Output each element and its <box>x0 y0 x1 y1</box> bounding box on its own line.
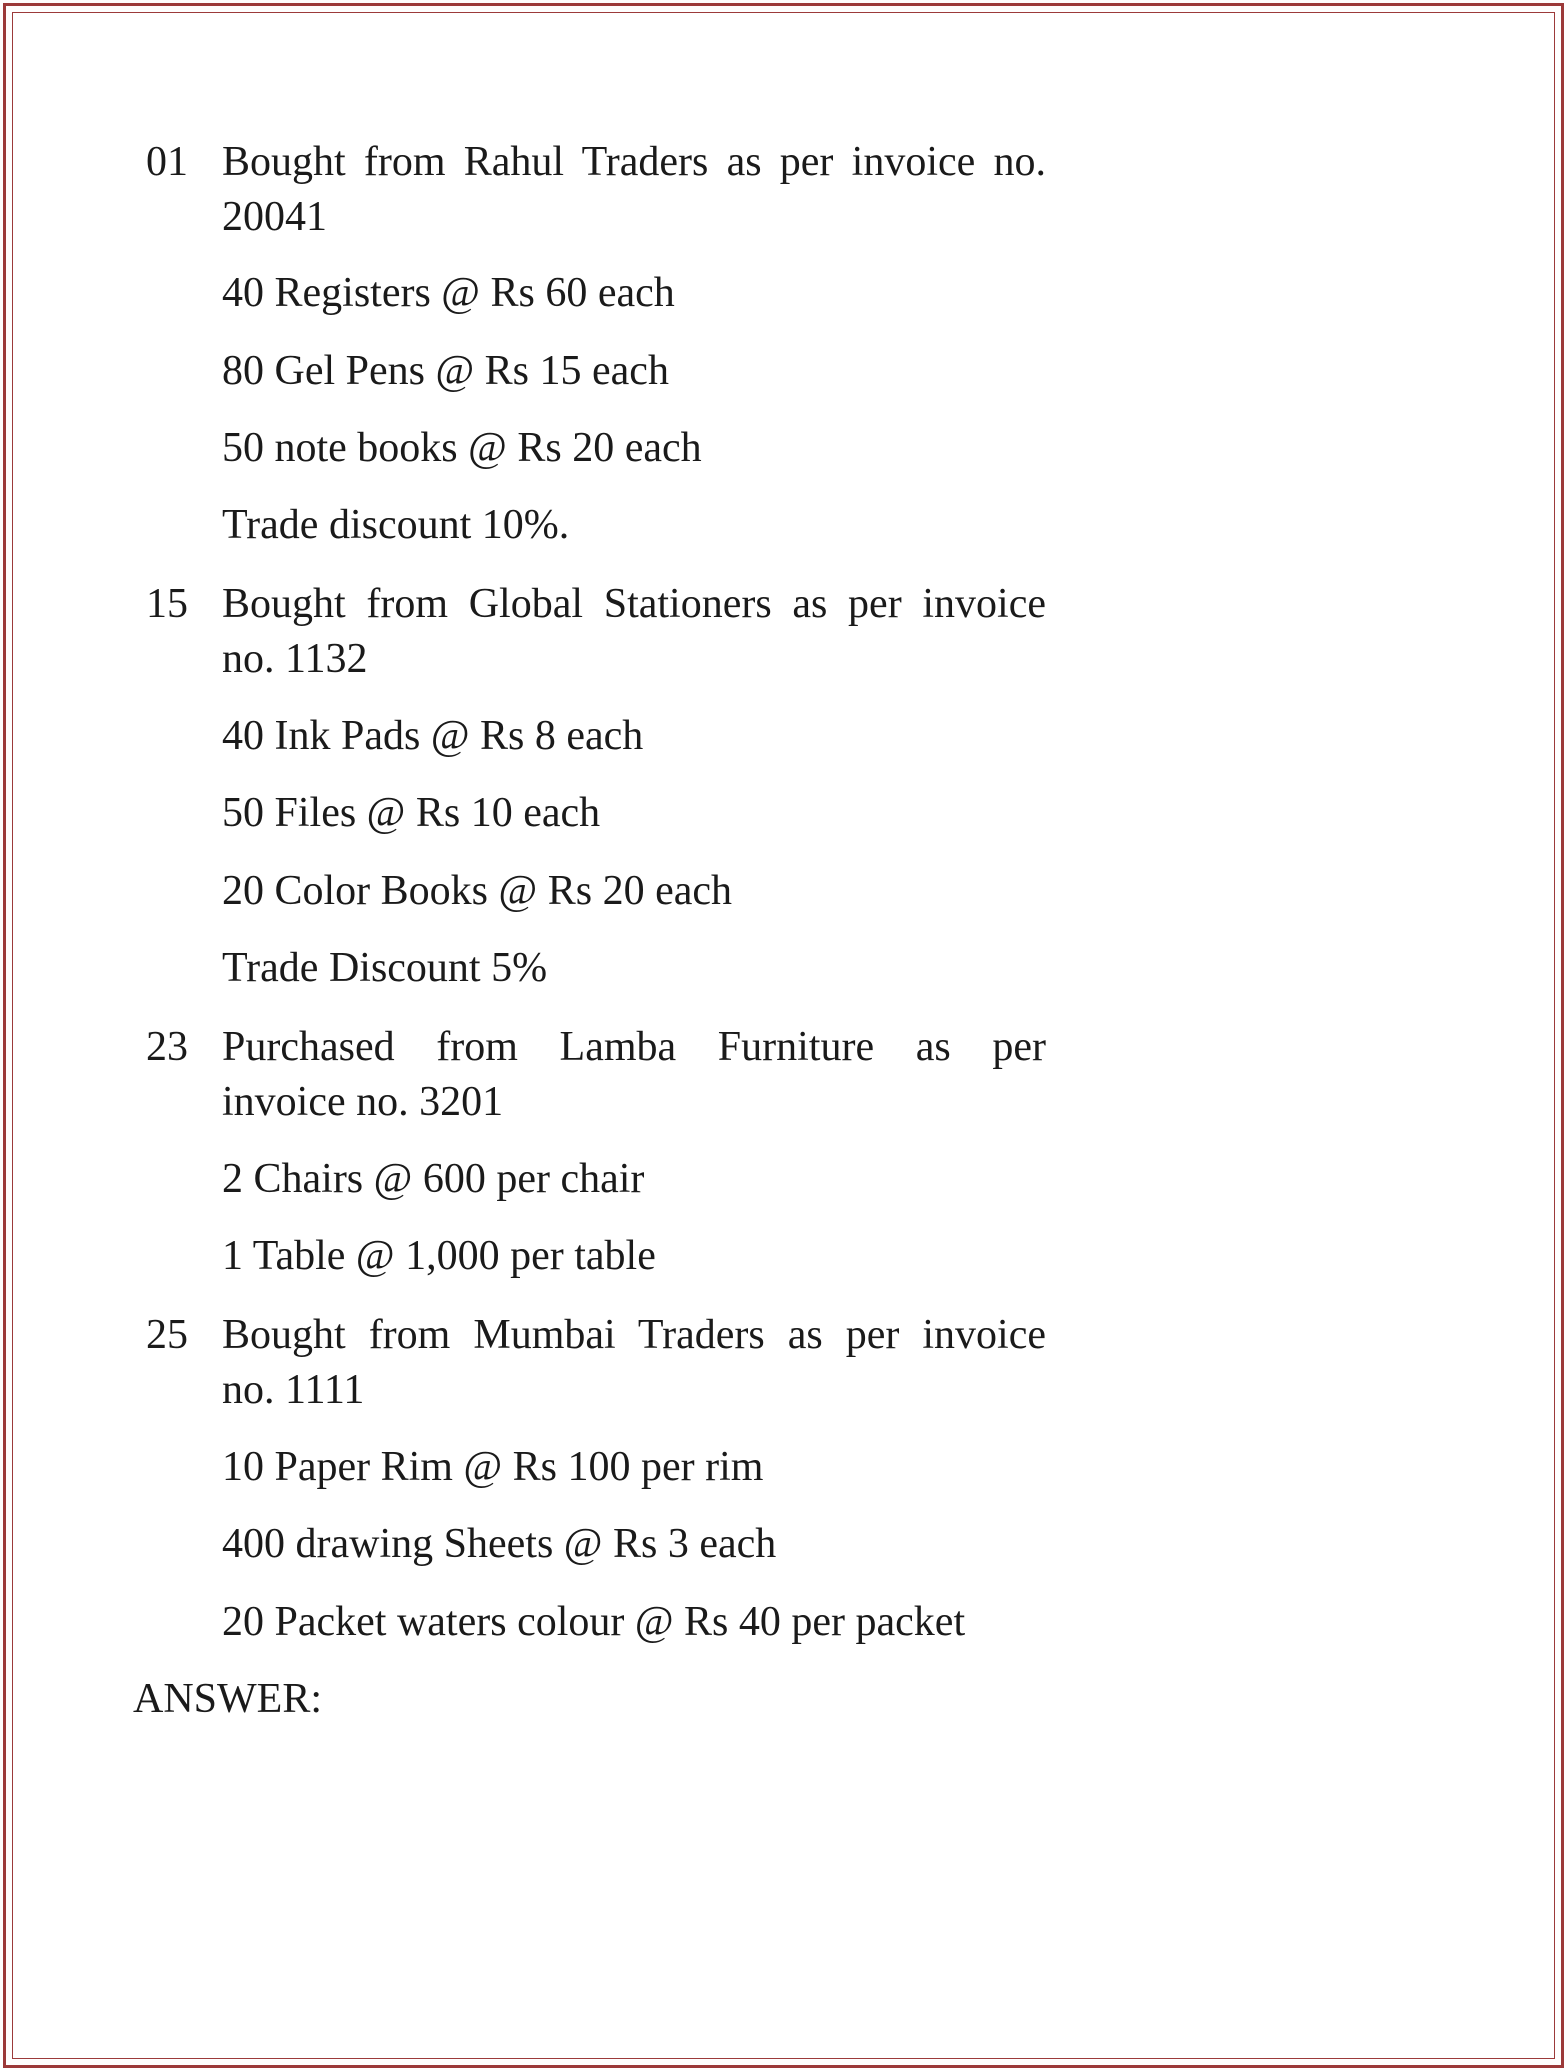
entry-description-line2: invoice no. 3201 <box>222 1079 504 1125</box>
entry-item: 40 Registers @ Rs 60 each <box>222 270 675 316</box>
entry-description-line1: Bought from Global Stationers as per invoice <box>222 581 1046 627</box>
entry-item: Trade discount 10%. <box>222 502 570 548</box>
entry-item: 20 Color Books @ Rs 20 each <box>222 868 732 914</box>
entry-description-line1: Bought from Mumbai Traders as per invoice <box>222 1312 1046 1358</box>
entry-item: 40 Ink Pads @ Rs 8 each <box>222 713 644 759</box>
answer-label: ANSWER: <box>133 1676 322 1722</box>
entry-item: 10 Paper Rim @ Rs 100 per rim <box>222 1444 764 1490</box>
entry-item: 50 Files @ Rs 10 each <box>222 790 601 836</box>
entry-date: 25 <box>146 1312 188 1358</box>
entry-item: 20 Packet waters colour @ Rs 40 per packet <box>222 1599 966 1645</box>
entry-date: 15 <box>146 581 188 627</box>
entry-description-line1: Purchased from Lamba Furniture as per <box>222 1024 1046 1070</box>
entry-item: 400 drawing Sheets @ Rs 3 each <box>222 1521 777 1567</box>
entry-date: 01 <box>146 139 188 185</box>
entry-description-line2: no. 1111 <box>222 1367 365 1413</box>
entry-date: 23 <box>146 1024 188 1070</box>
entry-item: 1 Table @ 1,000 per table <box>222 1233 656 1279</box>
entry-item: Trade Discount 5% <box>222 945 548 991</box>
entry-item: 50 note books @ Rs 20 each <box>222 425 702 471</box>
entry-description-line1: Bought from Rahul Traders as per invoice no. <box>222 139 1046 185</box>
entry-description-line2: no. 1132 <box>222 636 368 682</box>
entry-item: 80 Gel Pens @ Rs 15 each <box>222 348 669 394</box>
entry-description-line2: 20041 <box>222 194 327 240</box>
entry-item: 2 Chairs @ 600 per chair <box>222 1156 645 1202</box>
